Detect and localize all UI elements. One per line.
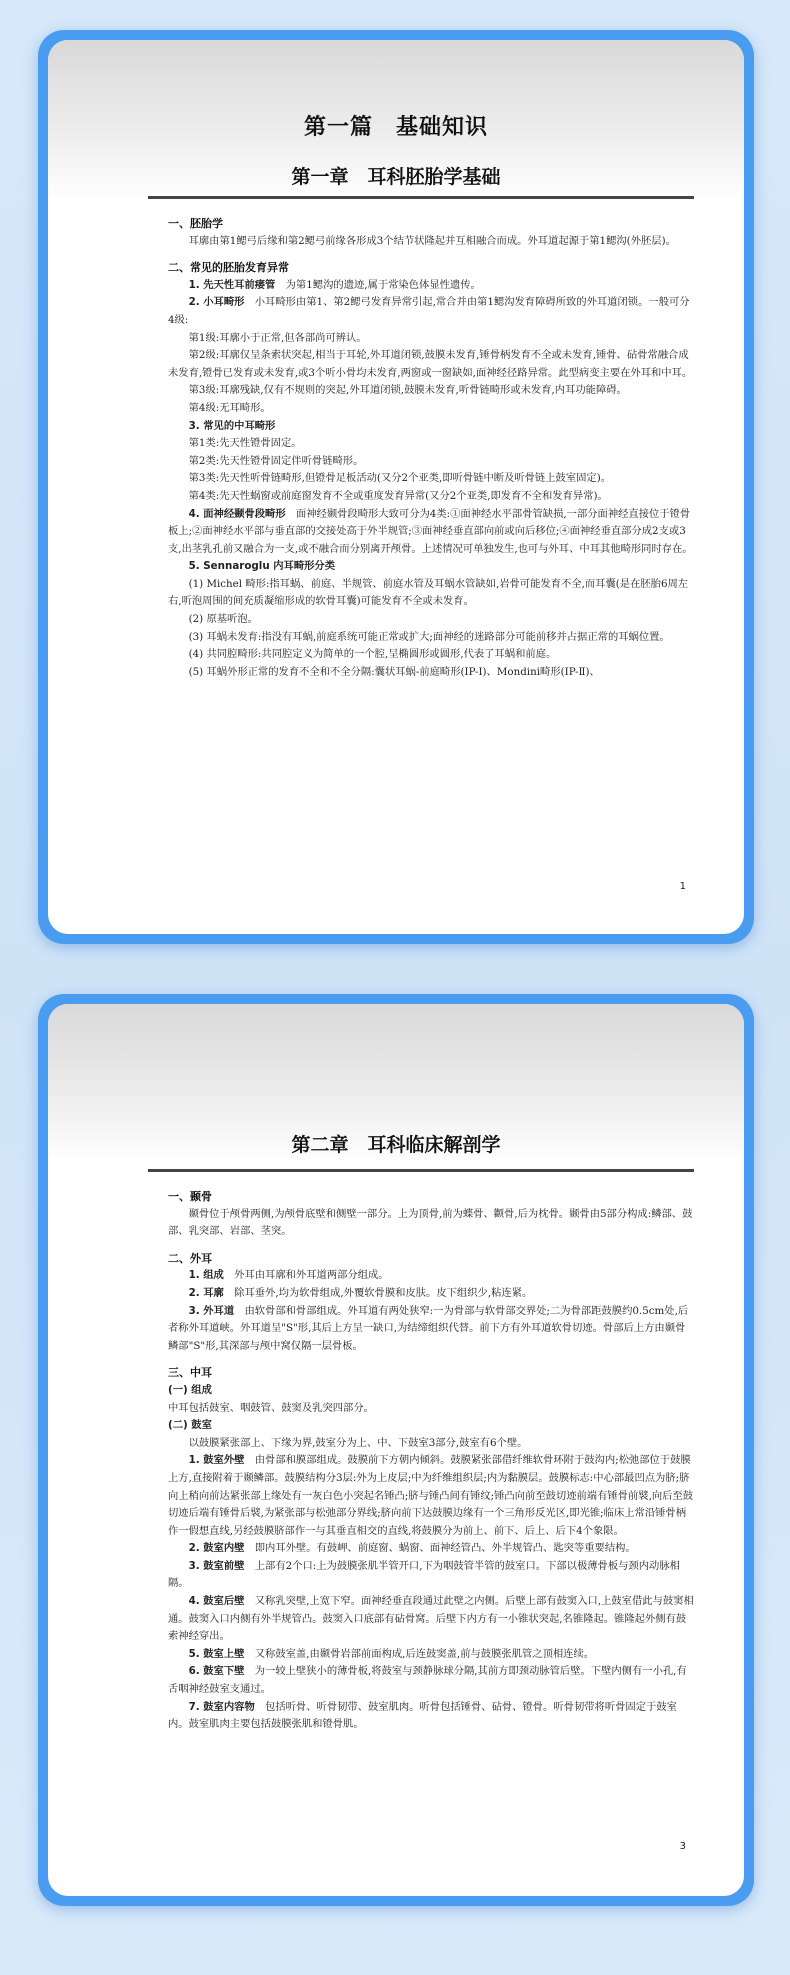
title-rule [148, 196, 694, 199]
item-title: 3. 外耳道 [188, 1304, 235, 1317]
chapter-title: 第一章 耳科胚胎学基础 [291, 166, 501, 188]
paragraph: 第3类:先天性听骨链畸形,但镫骨足板活动(又分2个亚类,即听骨链中断及听骨链上鼓室固定)。 [188, 472, 612, 485]
paragraph: (4) 共同腔畸形:共同腔定义为简单的一个腔,呈椭圆形或圆形,代表了耳蜗和前庭。 [188, 648, 557, 661]
book-page-2 [48, 1004, 744, 1896]
item-title: 4. 鼓室后壁 [188, 1595, 245, 1608]
item-text: 包括听骨、听骨韧带、鼓室肌肉。听骨包括锤骨、砧骨、镫骨。听骨韧带将听骨固定于鼓室内。鼓室肌肉主要包括鼓膜张肌和镫骨肌。 [168, 1700, 677, 1731]
item-text: 外耳由耳廓和外耳道两部分组成。 [234, 1269, 389, 1282]
chapter-title: 第二章 耳科临床解剖学 [291, 1134, 501, 1156]
paragraph: 第3级:耳廓残缺,仅有不规则的突起,外耳道闭锁,鼓膜未发育,听骨链畸形或未发育,内耳功能障碍。 [188, 384, 627, 397]
item-title: 4. 面神经颞骨段畸形 [188, 507, 286, 520]
item-title: 5. Sennaroglu 内耳畸形分类 [188, 560, 336, 573]
book-page-1 [48, 40, 744, 934]
book-page-card-2 [38, 994, 754, 1906]
paragraph: (5) 耳蜗外形正常的发育不全和不全分隔:囊状耳蜗-前庭畸形(IP-Ⅰ)、Mondini畸形(IP-Ⅱ)、 [188, 665, 600, 678]
paragraph: (1) Michel 畸形:指耳蜗、前庭、半规管、前庭水管及耳蜗水管缺如,岩骨可能发育不全,而耳囊(是在胚胎6周左右,听泡周围的间充质凝缩形成的软骨耳囊)可能发育不全或未发育。 [168, 577, 689, 608]
page-number: 3 [679, 1841, 686, 1852]
item-title: 3. 常见的中耳畸形 [188, 419, 276, 432]
item-text: 为第1鳃沟的遗迹,属于常染色体显性遗传。 [285, 278, 481, 291]
paragraph [168, 1593, 694, 1646]
page-content [168, 1188, 694, 1734]
item-title: 7. 鼓室内容物 [188, 1700, 255, 1713]
paragraph [168, 1303, 694, 1356]
item-text: 面神经颞骨段畸形大致可分为4类:①面神经水平部骨管缺损,一部分面神经直接位于镫骨板上;②面神经水平部与垂直部的交接处高于外半规管;③面神经垂直部向前或向后移位;④面神经垂直部分成2支或3支,出茎乳孔前又融合为一支,或不融合而分别离开颅骨。上述情况可单独发生,也可与外耳、中耳其他畸形同时存在。 [168, 507, 693, 555]
item-text: 除耳垂外,均为软骨组成,外覆软骨膜和皮肤。皮下组织少,粘连紧。 [234, 1286, 533, 1299]
paragraph [168, 506, 694, 559]
subsection-title: (二) 鼓室 [168, 1419, 212, 1432]
paragraph [168, 1663, 694, 1698]
paragraph: 第2级:耳廓仅呈条索状突起,相当于耳轮,外耳道闭锁,鼓膜未发育,锤骨柄发育不全或未发育,锤骨、砧骨常融合成未发育,镫骨已发育或未发育,或3个听小骨均未发育,两窗或一窗缺如,面神经径路异常。此型病变主要在外耳和中耳。 [168, 349, 693, 379]
section-heading: 二、常见的胚胎发育异常 [168, 261, 289, 275]
subsection-title: (一) 组成 [168, 1383, 212, 1396]
paragraph: 第1级:耳廓小于正常,但各部尚可辨认。 [188, 331, 367, 344]
item-text: 小耳畸形由第1、第2鳃弓发育异常引起,常合并由第1鳃沟发育障碍所致的外耳道闭锁。一般可分4级: [168, 296, 690, 326]
item-text: 为一较上壁狭小的薄骨板,将鼓室与颈静脉球分隔,其前方即颈动脉管后壁。下壁内侧有一小孔,有舌咽神经鼓室支通过。 [168, 1665, 687, 1696]
paragraph [168, 1540, 694, 1558]
paragraph: 第1类:先天性镫骨固定。 [188, 437, 302, 450]
paragraph [168, 1646, 694, 1664]
paragraph: (2) 原基听泡。 [188, 613, 258, 626]
paragraph: 第2类:先天性镫骨固定伴听骨链畸形。 [188, 454, 364, 467]
paragraph [168, 1558, 694, 1593]
paragraph [168, 1267, 694, 1285]
paragraph: 以鼓膜紧张部上、下缘为界,鼓室分为上、中、下鼓室3部分,鼓室有6个壁。 [188, 1436, 528, 1449]
item-text: 又称鼓室盖,由颞骨岩部前面构成,后连鼓窦盖,前与鼓膜张肌管之顶相连续。 [254, 1647, 595, 1660]
part-title: 第一篇 基础知识 [303, 115, 488, 140]
item-title: 1. 先天性耳前瘘管 [188, 278, 276, 291]
paragraph: (3) 耳蜗未发育:指没有耳蜗,前庭系统可能正常或扩大;面神经的迷路部分可能前移并占据正常的耳蜗位置。 [188, 630, 670, 643]
item-title: 1. 组成 [188, 1269, 224, 1282]
paragraph: 中耳包括鼓室、咽鼓管、鼓窦及乳突四部分。 [168, 1401, 374, 1414]
item-title: 5. 鼓室上壁 [188, 1647, 245, 1660]
title-rule [148, 1169, 694, 1172]
item-text: 又称乳突壁,上宽下窄。面神经垂直段通过此壁之内侧。后壁上部有鼓窦入口,上鼓室借此与鼓窦相通。鼓窦入口内侧有外半规管凸。鼓窦入口底部有砧骨窝。后壁下内方有一小锥状突起,名锥隆起。锥隆起外侧有鼓索神经穿出。 [168, 1595, 694, 1643]
page-content [168, 215, 694, 681]
section-heading: 一、胚胎学 [168, 217, 223, 230]
paragraph [168, 1699, 694, 1734]
paragraph: 耳廓由第1鳃弓后缘和第2鳃弓前缘各形成3个结节状隆起并互相融合而成。外耳道起源于第1鳃沟(外胚层)。 [188, 234, 676, 247]
item-title: 2. 鼓室内壁 [188, 1542, 245, 1555]
paragraph: 第4类:先天性蜗窗或前庭窗发育不全或重度发育异常(又分2个亚类,即发育不全和发育异常)。 [188, 489, 608, 502]
page-number: 1 [679, 881, 686, 892]
item-title: 2. 小耳畸形 [188, 296, 245, 309]
item-title: 6. 鼓室下壁 [188, 1665, 245, 1678]
paragraph [168, 1285, 694, 1303]
section-heading: 三、中耳 [168, 1366, 212, 1380]
item-text: 由骨部和膜部组成。鼓膜前下方朝内倾斜。鼓膜紧张部借纤维软骨环附于鼓沟内;松弛部位于鼓膜上方,直接附着于颞鳞部。鼓膜结构分3层:外为上皮层;中为纤维组织层;内为黏膜层。鼓膜标志:中心部最凹点为脐;脐向上稍向前达紧张部上缘处有一灰白色小突起名锤凸;脐与锤凸间有锤纹;锤凸向前至鼓切迹前端有锤骨前襞,向后至鼓切迹后端有锤骨后襞,为紧张部与松弛部分界线;脐向前下达鼓膜边缘有一个三角形反光区,即光锥;临床上常沿锤骨柄作一假想直线,另经鼓膜脐部作一与其垂直相交的直线,将鼓膜分为前上、前下、后上、后下4个象限。 [168, 1454, 694, 1537]
paragraph [168, 1452, 694, 1540]
paragraph: 第4级:无耳畸形。 [188, 401, 271, 414]
book-page-card-1 [38, 30, 754, 944]
section-heading: 二、外耳 [168, 1251, 212, 1265]
item-title: 2. 耳廓 [188, 1286, 224, 1299]
item-title: 1. 鼓室外壁 [188, 1454, 245, 1467]
item-text: 即内耳外壁。有鼓岬、前庭窗、蜗窗、面神经管凸、外半规管凸、匙突等重要结构。 [254, 1542, 636, 1555]
paragraph [168, 277, 694, 295]
paragraph [168, 294, 694, 329]
section-heading: 一、颞骨 [168, 1190, 212, 1203]
item-text: 由软骨部和骨部组成。外耳道有两处狭窄:一为骨部与软骨部交界处;二为骨部距鼓膜约0.5cm处,后者称外耳道峡。外耳道呈"S"形,其后上方呈一缺口,为结缔组织代替。前下方有外耳道软骨切迹。骨部后上方由颞骨鳞部"S"形,其深部与颅中窝仅隔一层骨板。 [168, 1304, 689, 1352]
item-title: 3. 鼓室前壁 [188, 1559, 245, 1572]
paragraph: 颞骨位于颅骨两侧,为颅骨底壁和侧壁一部分。上为顶骨,前为蝶骨、颧骨,后为枕骨。颞骨由5部分构成:鳞部、鼓部、乳突部、岩部、茎突。 [168, 1207, 693, 1238]
item-text: 上部有2个口:上为鼓膜张肌半管开口,下为咽鼓管半管的鼓室口。下部以极薄骨板与颈内动脉相隔。 [168, 1559, 680, 1590]
